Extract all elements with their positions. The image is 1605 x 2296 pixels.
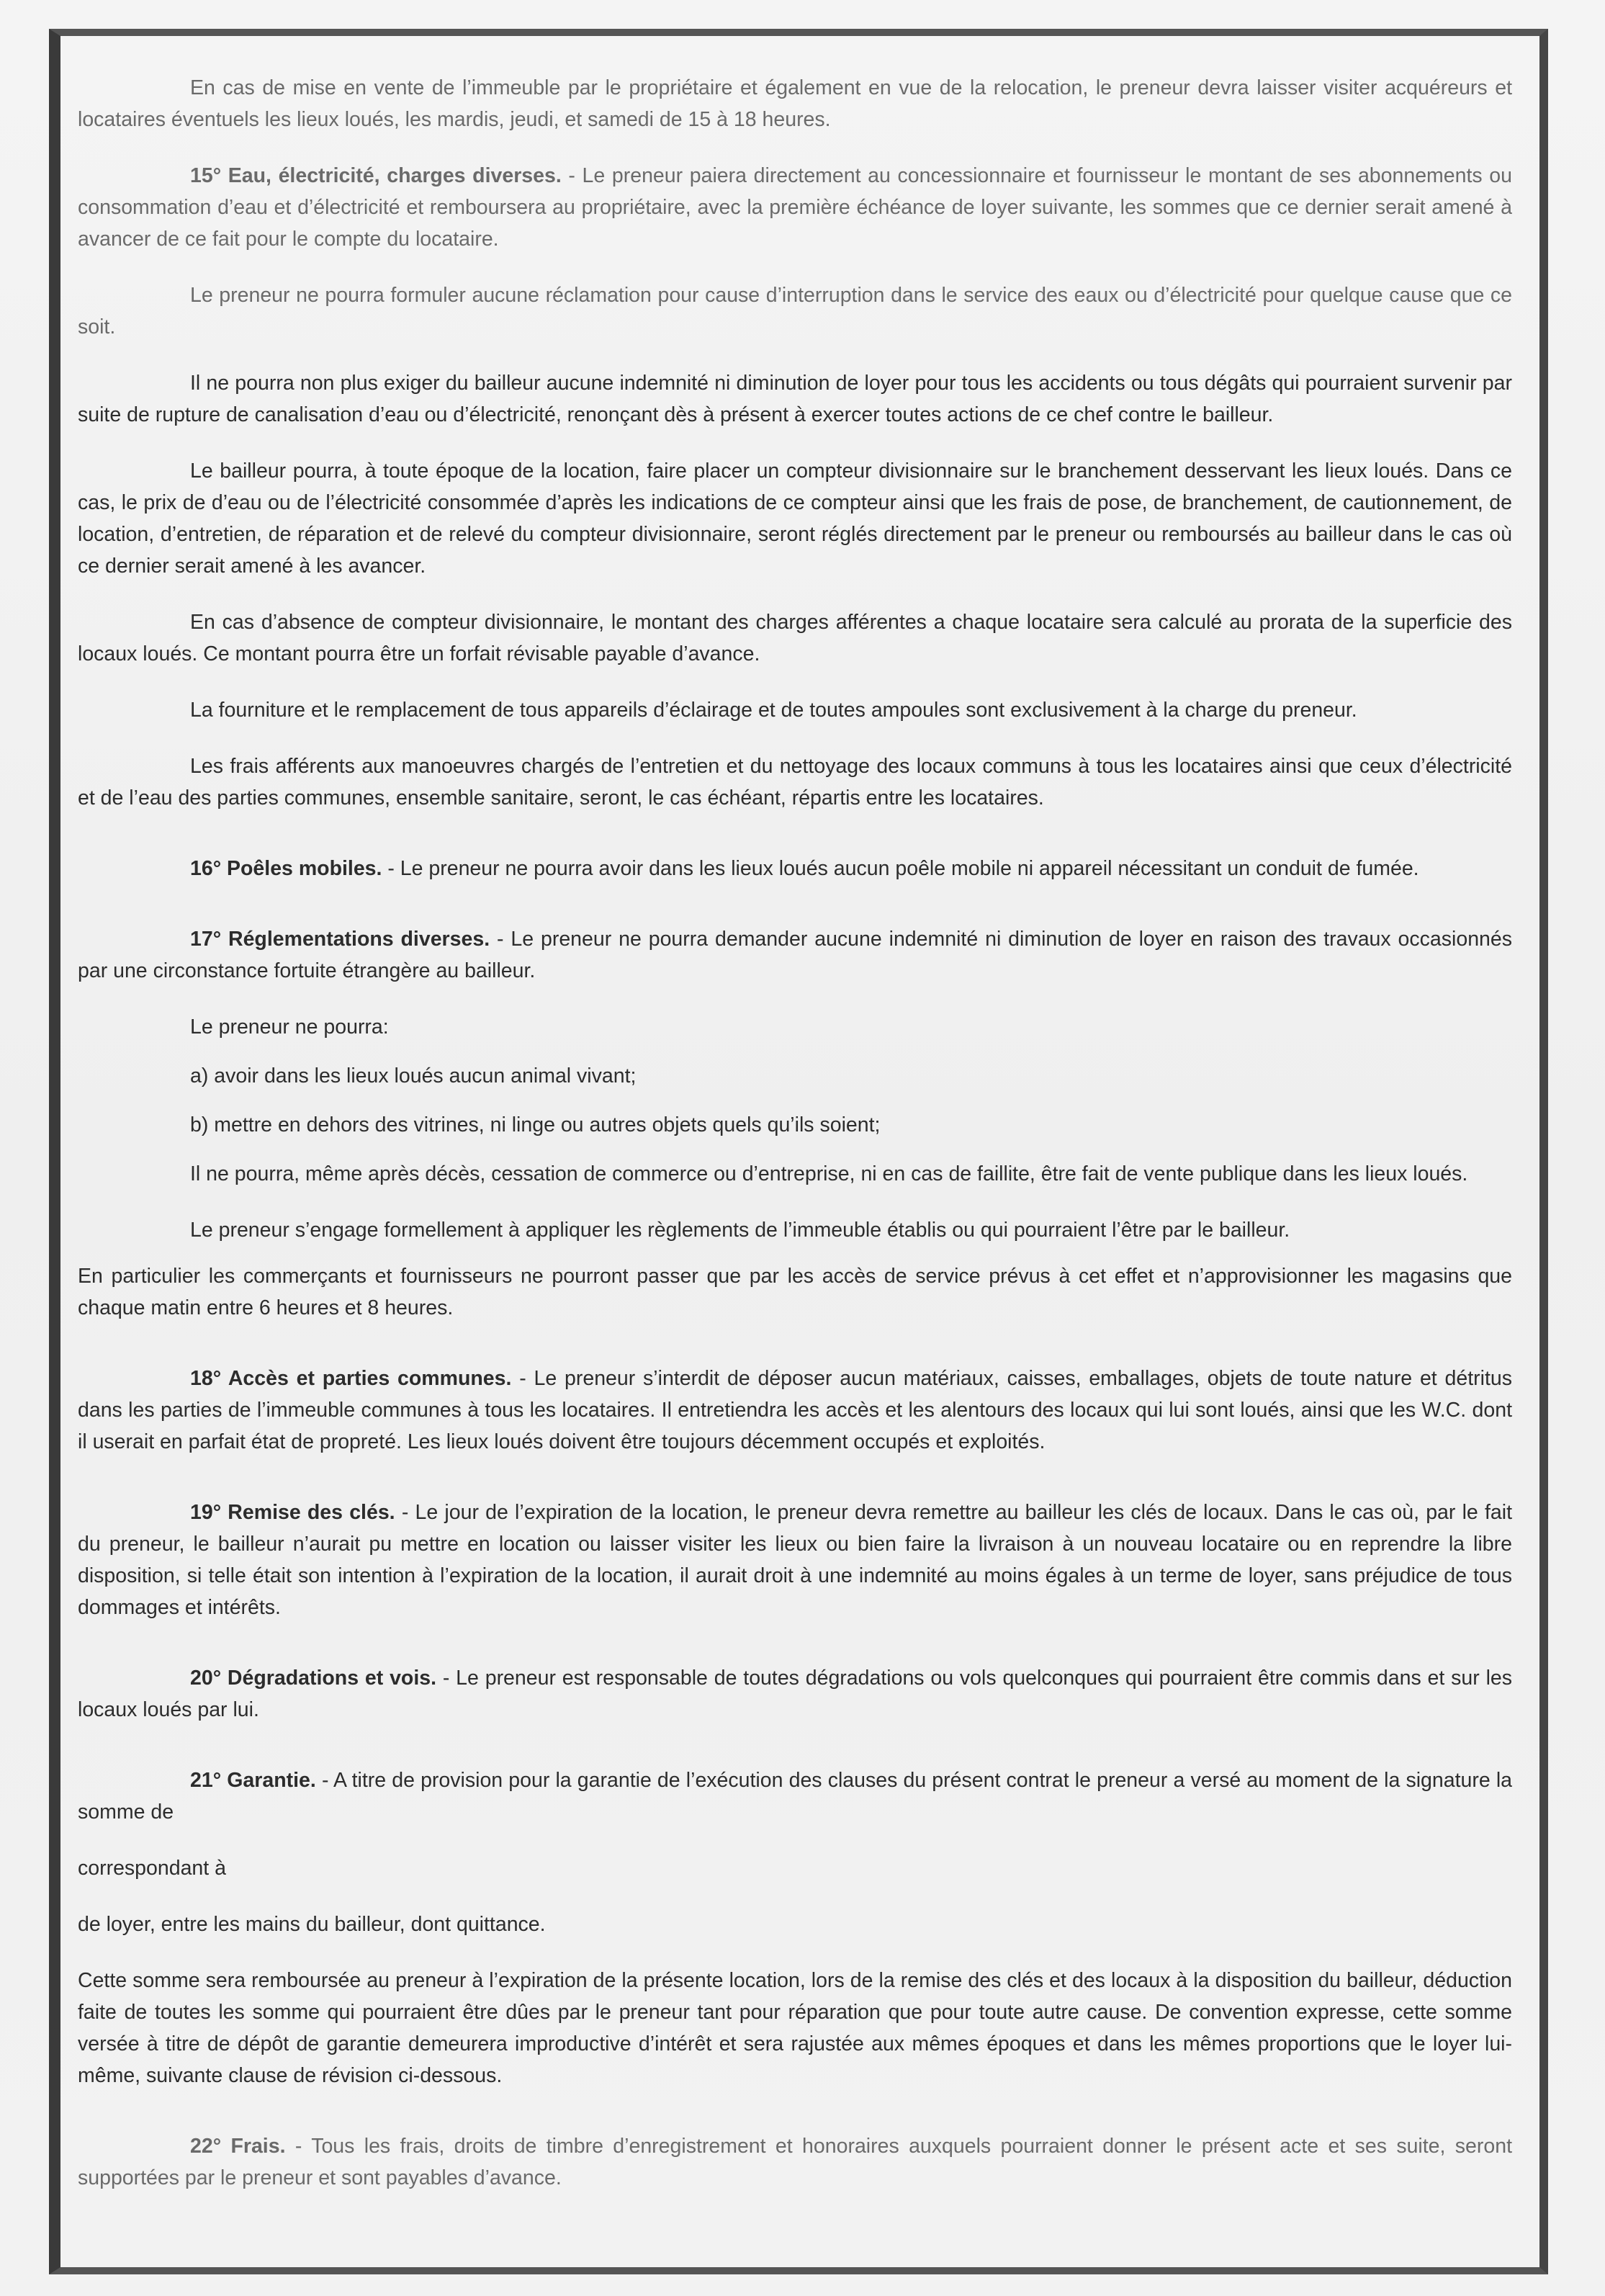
section-22	[78, 2130, 1512, 2194]
section-17-list-intro: Le preneur ne pourra:	[190, 1015, 389, 1039]
section-20-text: - Le preneur est responsable de toutes dégradations ou vols quelconques qui pourraient être commis dans et sur les locaux loués par lui.	[78, 1667, 1512, 1721]
section-17-paragraph-5: En particulier les commerçants et fournisseurs ne pourront passer que par les accès de service prévus à cet effet et n’approvisionner les magasins que chaque matin entre 6 heures et 8 heures.	[78, 1265, 1512, 1319]
section-15-title: 15° Eau, électricité, charges diverses.	[190, 164, 562, 187]
section-18-text: - Le preneur s’interdit de déposer aucun matériaux, caisses, emballages, objets de toute nature et détritus dans les parties de l’immeuble communes à tous les locataires. Il entretiendra les accès et les alentours des locaux qui lui sont loués, ainsi que les W.C. dont il userait en parfait état de propreté. Les lieux loués doivent être toujours décemment occupés et exploités.	[78, 1367, 1512, 1453]
section-15-paragraph-3: Il ne pourra non plus exiger du bailleur aucune indemnité ni diminution de loyer pour tous les accidents ou tous dégâts qui pourraient survenir par suite de rupture de canalisation d’eau ou d’électricité, renonçant dès à présent à exercer toutes actions de ce chef contre le bailleur.	[78, 372, 1512, 426]
section-21-intro	[78, 1764, 1512, 1828]
section-15-paragraph-6: La fourniture et le remplacement de tous appareils d’éclairage et de toutes ampoules sont exclusivement à la charge du preneur.	[190, 699, 1357, 722]
section-22-text: - Tous les frais, droits de timbre d’enregistrement et honoraires auxquels pourraient donner le présent acte et ses suite, seront supportées par le preneur et sont payables d’avance.	[78, 2135, 1512, 2189]
section-19	[78, 1497, 1512, 1623]
document-body	[78, 72, 1512, 2218]
section-21-loyer: de loyer, entre les mains du bailleur, dont quittance.	[78, 1913, 546, 1936]
section-15-paragraph-5: En cas d’absence de compteur divisionnaire, le montant des charges afférentes a chaque locataire sera calculé au prorata de la superficie des locaux loués. Ce montant pourra être un forfait révisable payable d’avance.	[78, 611, 1512, 665]
section-15-paragraph-4: Le bailleur pourra, à toute époque de la location, faire placer un compteur divisionnaire sur le branchement desservant les lieux loués. Dans ce cas, le prix de d’eau ou de l’électricité consommée d’après les indications de ce compteur ainsi que les frais de pose, de branchement, de cautionnement, de location, d’entretien, de réparation et de relevé du compteur divisionnaire, seront réglés directement par le preneur ou remboursés au bailleur dans le cas où ce dernier serait amené à les avancer.	[78, 459, 1512, 578]
section-21-correspondant: correspondant à	[78, 1857, 226, 1880]
section-15-paragraph-7: Les frais afférents aux manoeuvres chargés de l’entretien et du nettoyage des locaux communs à tous les locataires ainsi que ceux d’électricité et de l’eau des parties communes, ensemble sanitaire, seront, le cas échéant, répartis entre les locataires.	[78, 755, 1512, 810]
section-16-text: - Le preneur ne pourra avoir dans les lieux loués aucun poêle mobile ni appareil nécessitant un conduit de fumée.	[382, 857, 1419, 880]
section-21-paragraph-4: Cette somme sera remboursée au preneur à l’expiration de la présente location, lors de la remise des clés et des locaux à la disposition du bailleur, déduction faite de toutes les somme qui pourraient être dûes par le preneur tant pour réparation que pour toute autre cause. De convention expresse, cette somme versée à titre de dépôt de garantie demeurera improductive d’intérêt et sera rajustée aux mêmes époques et dans les mêmes proportions que le loyer lui-même, suivante clause de révision ci-dessous.	[78, 1969, 1512, 2087]
section-21-title: 21° Garantie.	[190, 1769, 316, 1792]
section-17-intro	[78, 923, 1512, 987]
section-15-intro	[78, 160, 1512, 255]
section-17-item-a: a) avoir dans les lieux loués aucun animal vivant;	[190, 1064, 637, 1088]
section-17-paragraph-4: Le preneur s’engage formellement à appliquer les règlements de l’immeuble établis ou qui pourraient l’être par le bailleur.	[190, 1219, 1290, 1242]
section-18	[78, 1363, 1512, 1458]
section-20	[78, 1662, 1512, 1726]
section-22-title: 22° Frais.	[190, 2135, 286, 2158]
section-19-title: 19° Remise des clés.	[190, 1501, 395, 1524]
section-17-paragraph-3: Il ne pourra, même après décès, cessation de commerce ou d’entreprise, ni en cas de faillite, être fait de vente publique dans les lieux loués.	[190, 1162, 1468, 1185]
section-20-title: 20° Dégradations et vois.	[190, 1667, 437, 1690]
section-15-paragraph-2: Le preneur ne pourra formuler aucune réclamation pour cause d’interruption dans le service des eaux ou d’électricité pour quelque cause que ce soit.	[78, 284, 1512, 338]
section-17-title: 17° Réglementations diverses.	[190, 928, 490, 951]
section-17-text: - Le preneur ne pourra demander aucune indemnité ni diminution de loyer en raison des travaux occasionnés par une circonstance fortuite étrangère au bailleur.	[78, 928, 1512, 982]
section-15-text: - Le preneur paiera directement au concessionnaire et fournisseur le montant de ses abonnements ou consommation d’eau et d’électricité et remboursera au propriétaire, avec la première échéance de loyer suivante, les sommes que ce dernier serait amené à avancer de ce fait pour le compte du locataire.	[78, 164, 1513, 251]
section-21-text: - A titre de provision pour la garantie de l’exécution des clauses du présent contrat le preneur a versé au moment de la signature la somme de	[78, 1769, 1513, 1824]
section-17-item-b: b) mettre en dehors des vitrines, ni linge ou autres objets quels qu’ils soient;	[190, 1113, 881, 1136]
section-19-text: - Le jour de l’expiration de la location, le preneur devra remettre au bailleur les clés de locaux. Dans le cas où, par le fait du preneur, le bailleur n’aurait pu mettre en location ou laisser visiter les lieux ou bien faire la livraison à un nouveau locataire ou en reprendre la libre disposition, si telle était son intention à l’expiration de la location, il aurait droit à une indemnité au moins égales à un terme de loyer, sans préjudice de tous dommages et intérêts.	[78, 1501, 1512, 1619]
paragraph-visite: En cas de mise en vente de l’immeuble par le propriétaire et également en vue de la relocation, le preneur devra laisser visiter acquéreurs et locataires éventuels les lieux loués, les mardis, jeudi, et samedi de 15 à 18 heures.	[78, 76, 1512, 131]
section-16-title: 16° Poêles mobiles.	[190, 857, 382, 880]
section-16	[78, 853, 1512, 884]
section-18-title: 18° Accès et parties communes.	[190, 1367, 512, 1390]
